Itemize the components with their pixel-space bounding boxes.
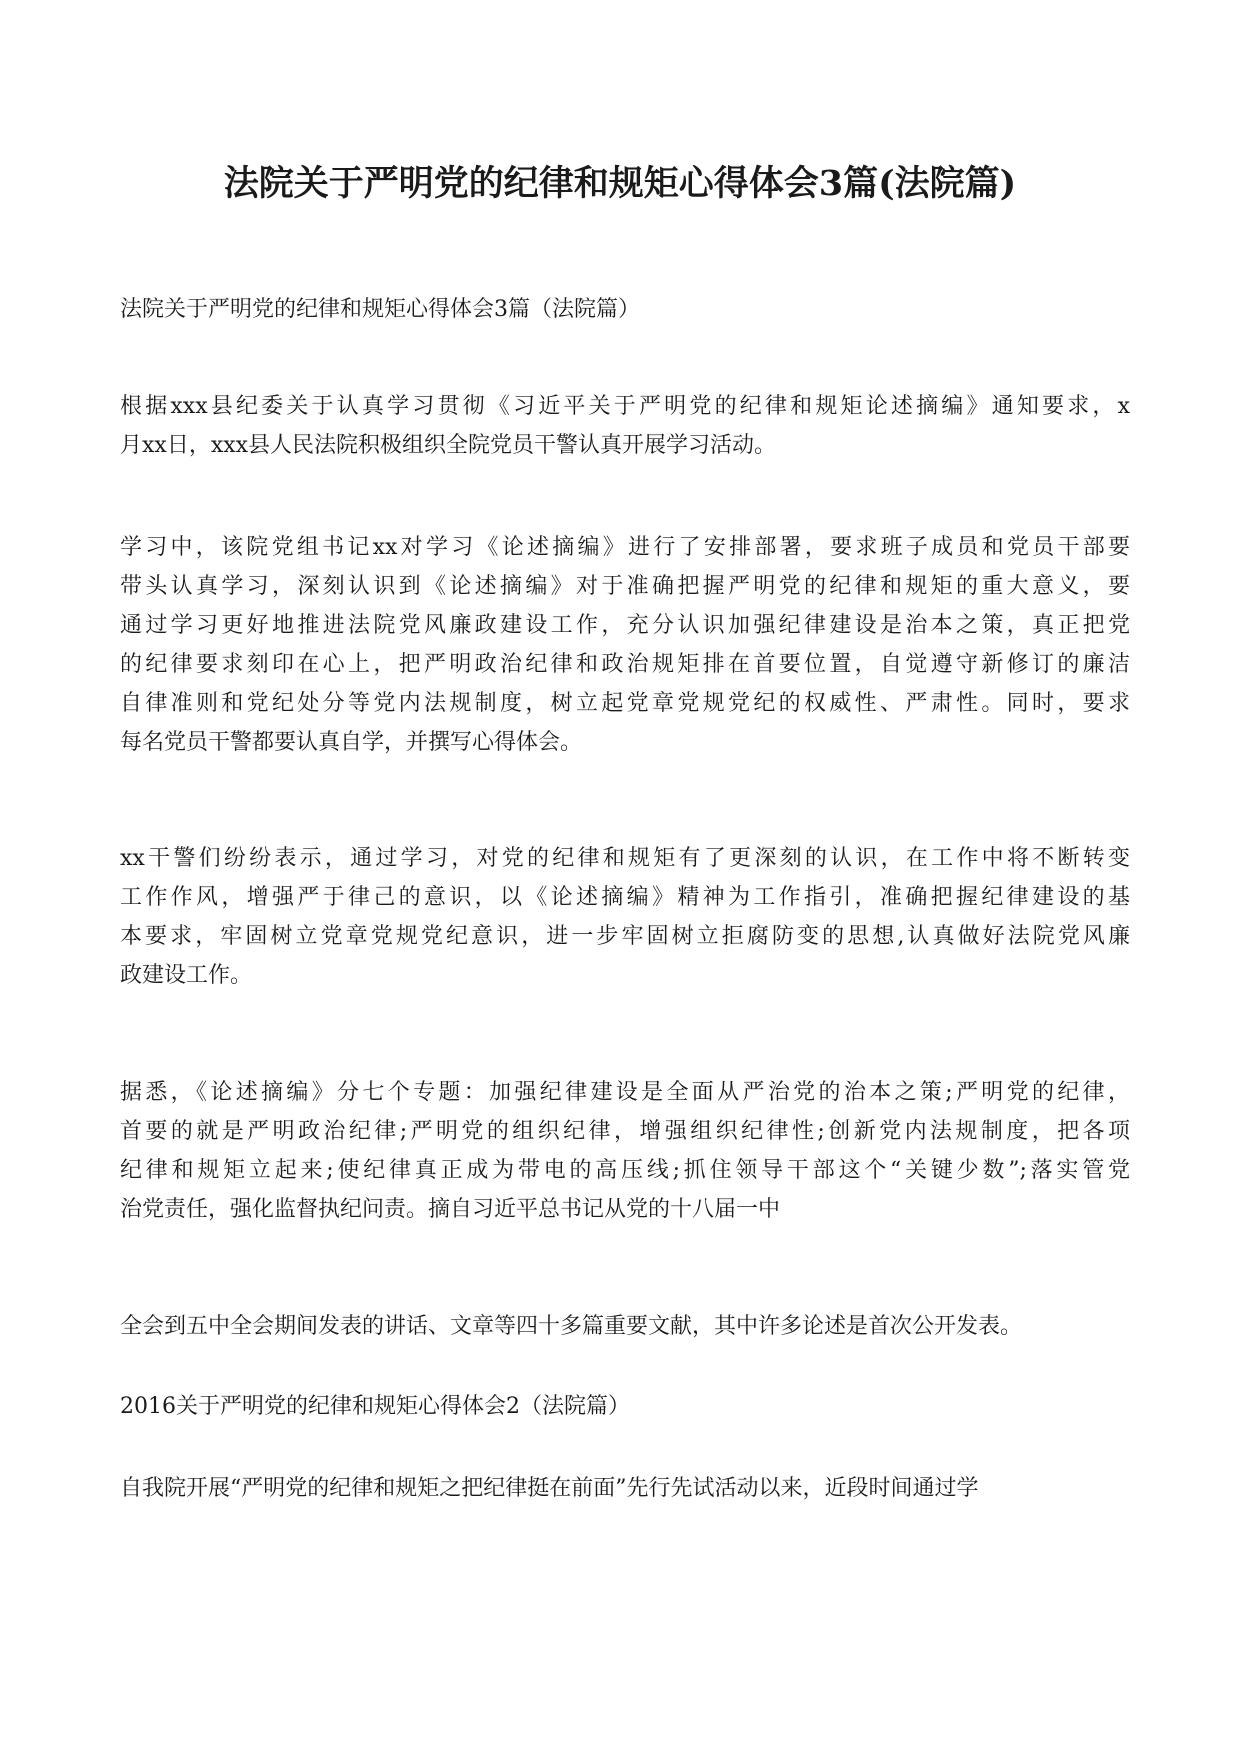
paragraph-1 [120, 387, 1130, 465]
paragraph-line: 全会到五中全会期间发表的讲话、文章等四十多篇重要文献，其中许多论述是首次公开发表。 [120, 1314, 1023, 1339]
paragraph-line: 2016关于严明党的纪律和规矩心得体会2（法院篇） [120, 1394, 630, 1419]
paragraph-line: 治党责任，强化监督执纪问责。摘自习近平总书记从党的十八届一中 [120, 1197, 781, 1222]
paragraph-line: xx干警们纷纷表示，通过学习，对党的纪律和规矩有了更深刻的认识，在工作中将不断转变 [120, 846, 1130, 871]
paragraph-2 [120, 528, 1130, 762]
paragraph-line: 带头认真学习，深刻认识到《论述摘编》对于准确把握严明党的纪律和规矩的重大意义，要 [120, 574, 1130, 599]
paragraph-line: 据悉，《论述摘编》分七个专题：加强纪律建设是全面从严治党的治本之策;严明党的纪律， [120, 1080, 1130, 1105]
paragraph-line: 的纪律要求刻印在心上，把严明政治纪律和政治规矩排在首要位置，自觉遵守新修订的廉洁 [120, 652, 1130, 677]
paragraph-6 [120, 1469, 1130, 1508]
paragraph-line: 工作作风，增强严于律己的意识，以《论述摘编》精神为工作指引，准确把握纪律建设的基 [120, 885, 1130, 910]
document-subtitle [120, 290, 1130, 329]
document-title: 法院关于严明党的纪律和规矩心得体会3篇(法院篇) [223, 163, 1017, 204]
paragraph-4 [120, 1073, 1130, 1229]
paragraph-3 [120, 839, 1130, 995]
paragraph-line: 每名党员干警都要认真自学，并撰写心得体会。 [120, 730, 583, 755]
paragraph-line: 通过学习更好地推进法院党风廉政建设工作，充分认识加强纪律建设是治本之策，真正把党 [120, 613, 1130, 638]
paragraph-line: 政建设工作。 [120, 963, 253, 988]
section-heading-2 [120, 1387, 1130, 1426]
subtitle-line: 法院关于严明党的纪律和规矩心得体会3篇（法院篇） [120, 297, 640, 322]
paragraph-line: 月xx日，xxx县人民法院积极组织全院党员干警认真开展学习活动。 [120, 433, 777, 458]
paragraph-line: 本要求，牢固树立党章党规党纪意识，进一步牢固树立拒腐防变的思想,认真做好法院党风廉 [120, 924, 1130, 949]
paragraph-5 [120, 1307, 1130, 1346]
paragraph-line: 纪律和规矩立起来;使纪律真正成为带电的高压线;抓住领导干部这个“关键少数”;落实管党 [120, 1158, 1130, 1183]
paragraph-line: 根据xxx县纪委关于认真学习贯彻《习近平关于严明党的纪律和规矩论述摘编》通知要求，x [120, 394, 1130, 419]
paragraph-line: 首要的就是严明政治纪律;严明党的组织纪律，增强组织纪律性;创新党内法规制度，把各项 [120, 1119, 1130, 1144]
paragraph-line: 学习中，该院党组书记xx对学习《论述摘编》进行了安排部署，要求班子成员和党员干部要 [120, 535, 1130, 560]
paragraph-line: 自律准则和党纪处分等党内法规制度，树立起党章党规党纪的权威性、严肃性。同时，要求 [120, 691, 1130, 716]
paragraph-line: 自我院开展“严明党的纪律和规矩之把纪律挺在前面”先行先试活动以来，近段时间通过学 [120, 1476, 979, 1501]
